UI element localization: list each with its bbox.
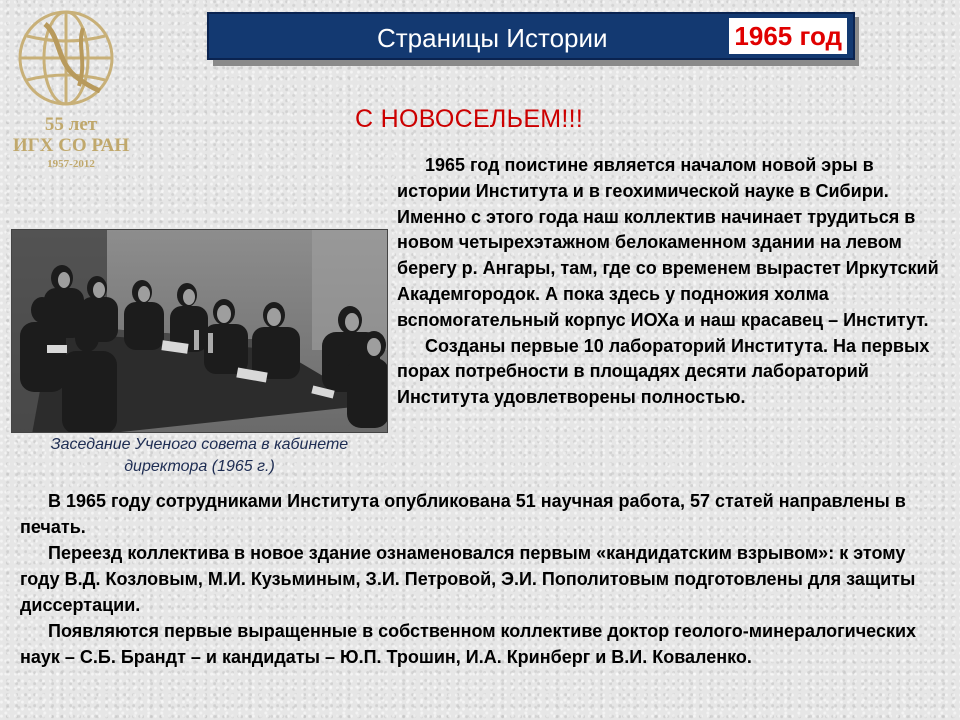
meeting-photo-image	[12, 230, 388, 433]
paragraph-doctor: Появляются первые выращенные в собственном коллективе доктор геолого-минералогических наук – С.Б. Брандт – и кандидаты – Ю.П. Трошин, И.А. Кринберг и В.И. Коваленко.	[20, 621, 917, 667]
photo-caption-line-2: директора (1965 г.)	[124, 458, 275, 475]
photo-caption-line-1: Заседание Ученого совета в кабинете	[50, 436, 349, 453]
header-banner	[207, 12, 855, 60]
logo-dates: 1957-2012	[47, 158, 95, 170]
institute-logo	[5, 6, 130, 170]
bottom-text-block	[20, 488, 945, 670]
paragraph-new-era: 1965 год поистине является началом новой эры в истории Института и в геохимической науке в Сибири. Именно с этого года наш коллектив начинает трудиться в новом четырехэтажном белокаменном здании на левом берегу р. Ангары, там, где со временем вырастет Иркутский Академгородок. А пока здесь у подножия холма вспомогательный корпус ИОХа и наш красавец – Институт.	[397, 155, 939, 330]
logo-anniversary: 55 лет	[44, 114, 98, 135]
banner-title: Страницы Истории	[377, 23, 608, 53]
banner-year-badge: 1965 год	[729, 18, 847, 54]
page-heading: С НОВОСЕЛЬЕМ!!!	[355, 105, 584, 133]
right-text-block	[397, 153, 945, 411]
photo-caption	[11, 434, 388, 478]
logo-organization: ИГХ СО РАН	[12, 135, 130, 156]
paragraph-laboratories: Созданы первые 10 лабораторий Института. На первых порах потребности в площадях десяти лабораторий Института удовлетворены полностью.	[397, 335, 930, 408]
paragraph-publications: В 1965 году сотрудниками Института опубликована 51 научная работа, 57 статей направлены в печать.	[20, 491, 906, 537]
globe-emblem-icon	[5, 6, 127, 114]
meeting-photo	[11, 229, 388, 433]
paragraph-candidates: Переезд коллектива в новое здание ознаменовался первым «кандидатским взрывом»: к этому году В.Д. Козловым, М.И. Кузьминым, З.И. Петровой, Э.И. Пополитовым подготовлены для защиты диссертации.	[20, 543, 916, 615]
